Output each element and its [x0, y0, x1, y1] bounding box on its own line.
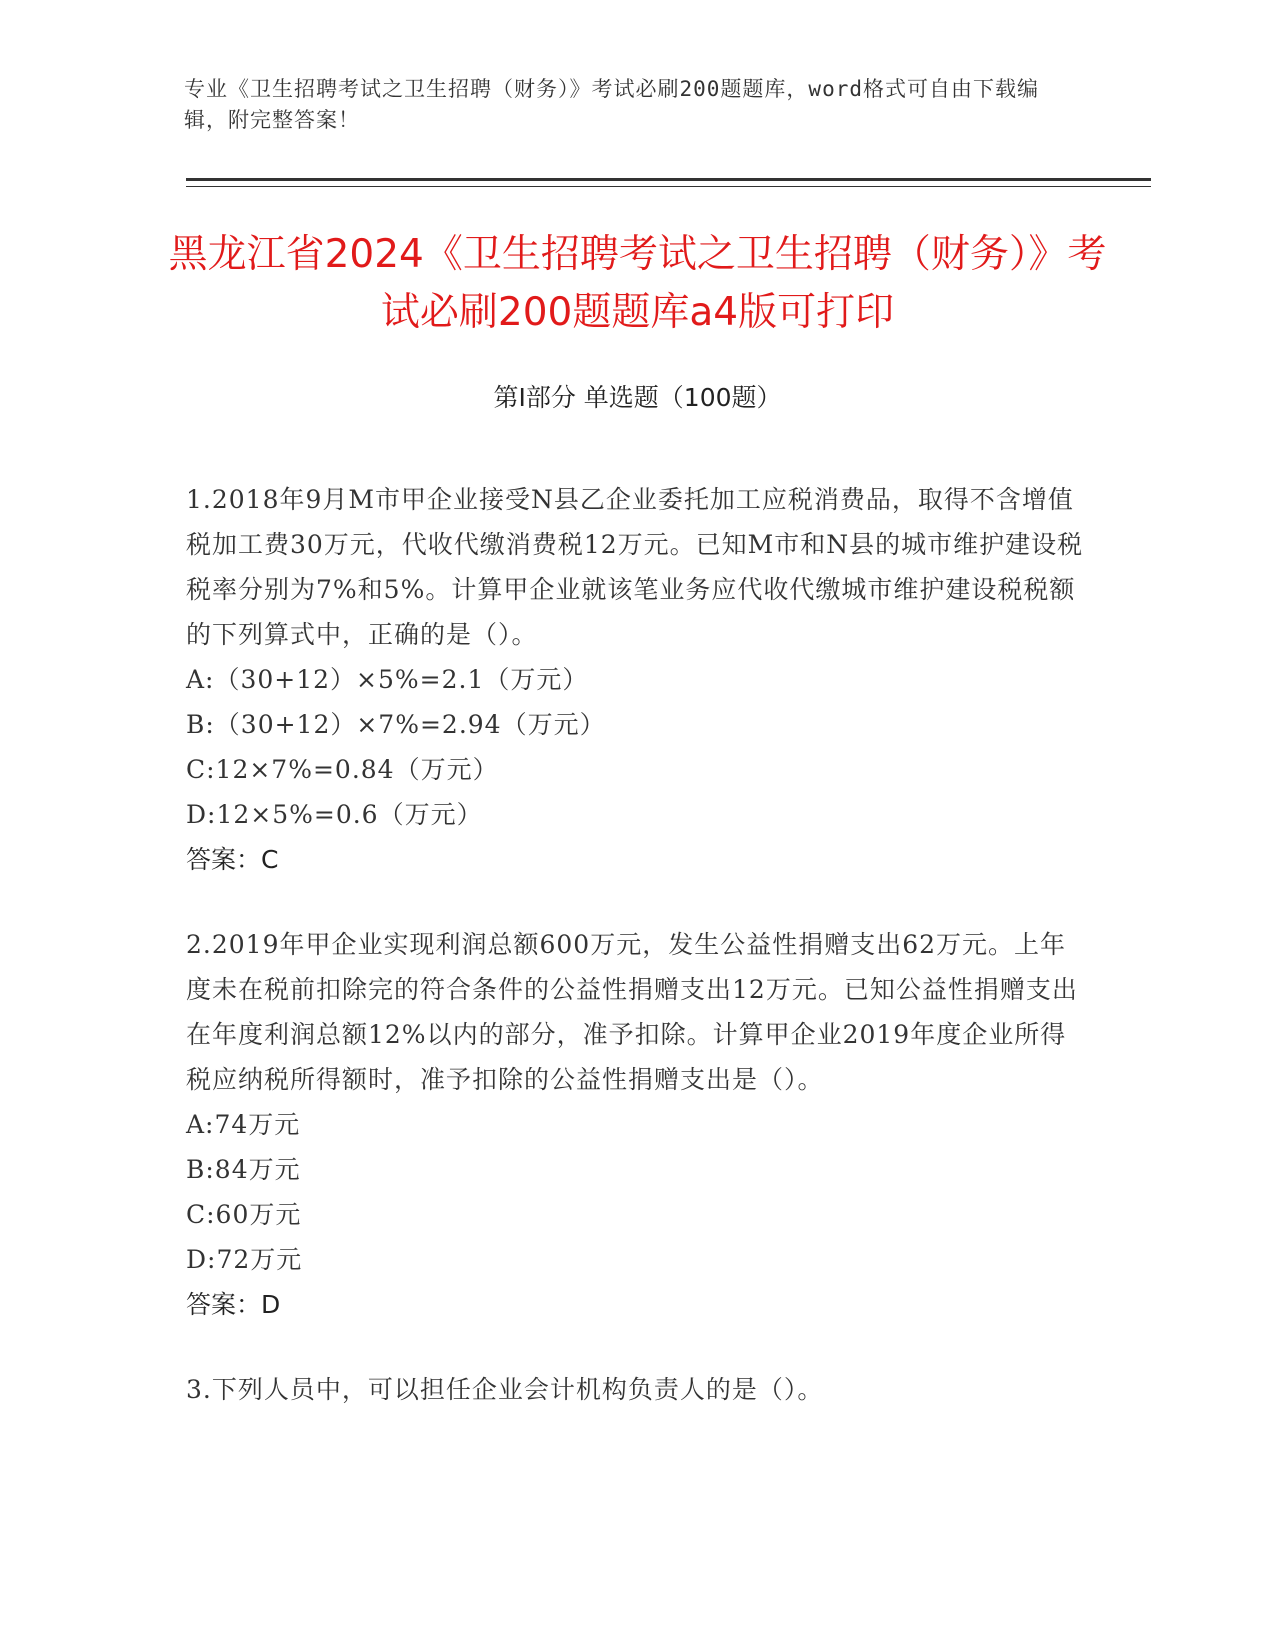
option-c: C:12×7%=0.84（万元） — [186, 755, 499, 784]
answer: 答案：C — [186, 845, 279, 874]
question-stem: 2.2019年甲企业实现利润总额600万元，发生公益性捐赠支出62万元。上年度未在税前扣除完的符合条件的公益性捐赠支出12万元。已知公益性捐赠支出在年度利润总额12%以内的部分，准予扣除。计算甲企业2019年度企业所得税应纳税所得额时，准予扣除的公益性捐赠支出是（）。 — [186, 930, 1078, 1094]
header-note: 专业《卫生招聘考试之卫生招聘（财务）》考试必刷200题题库，word格式可自由下载编辑，附完整答案！ — [184, 77, 1039, 132]
option-d: D:72万元 — [186, 1245, 303, 1274]
question-stem: 1.2018年9月M市甲企业接受N县乙企业委托加工应税消费品，取得不含增值税加工费30万元，代收代缴消费税12万元。已知M市和N县的城市维护建设税税率分别为7%和5%。计算甲企业就该笔业务应代收代缴城市维护建设税税额的下列算式中，正确的是（）。 — [186, 485, 1084, 649]
document-title: 黑龙江省2024《卫生招聘考试之卫生招聘（财务）》考试必刷200题题库a4版可打印 — [168, 232, 1107, 335]
header-rule-thick — [186, 178, 1151, 181]
option-a: A:74万元 — [186, 1110, 301, 1139]
question-2 — [186, 922, 1086, 1327]
question-3 — [186, 1367, 1086, 1412]
section-heading: 第Ⅰ部分 单选题（100题） — [493, 383, 782, 412]
option-b: B:（30+12）×7%=2.94（万元） — [186, 710, 606, 739]
option-a: A:（30+12）×5%=2.1（万元） — [186, 665, 589, 694]
header-rule-thin — [186, 186, 1151, 187]
option-c: C:60万元 — [186, 1200, 302, 1229]
option-d: D:12×5%=0.6（万元） — [186, 800, 483, 829]
question-1 — [186, 477, 1086, 882]
question-stem: 3.下列人员中，可以担任企业会计机构负责人的是（）。 — [186, 1375, 824, 1404]
question-list — [186, 477, 1086, 1452]
answer: 答案：D — [186, 1290, 281, 1319]
option-b: B:84万元 — [186, 1155, 301, 1184]
